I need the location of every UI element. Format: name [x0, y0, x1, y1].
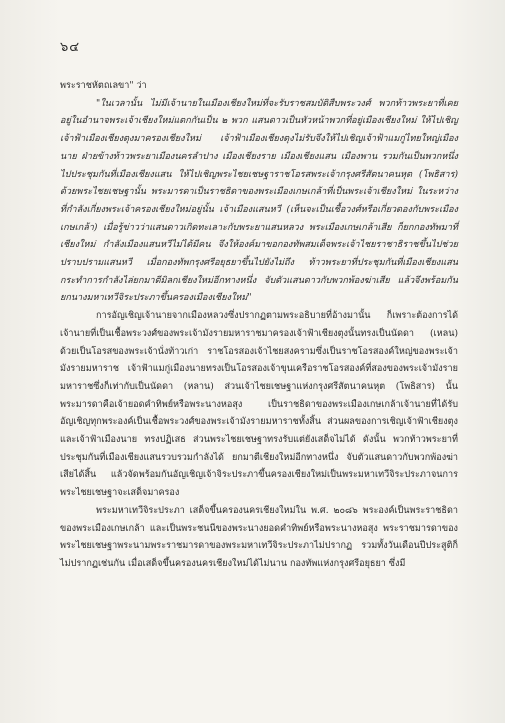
quote-intro: พระราชหัตถเลขา" ว่า	[60, 81, 147, 91]
page-number: ๖๔	[60, 40, 81, 55]
paragraph-2: พระมหาเทวีจิระประภา เสด็จขึ้นครองนครเชียงใหม่ใน พ.ศ. ๒๐๘๖ พระองค์เป็นพระราชธิดาของพระเมืองเกษเกล้า และเป็นพระชนนีของพระนางยอดคำทิพย์หรือพระนางหอสุง พระราชมารดาของพระไชยเชษฐาพระนามพระราชมารดาของพระมหาเทวีจิระประภาไม่ปรากฏ รวมทั้งวันเดือนปีประสูติก็ไม่ปรากฏเช่นกัน เมื่อเสด็จขึ้นครองนครเชียงใหม่ได้ไม่นาน กองทัพแห่งกรุงศรีอยุธยา ซึ่งมี	[60, 505, 458, 569]
body-text	[60, 78, 458, 574]
quoted-passage: "ในเวลานั้น ไม่มีเจ้านายในเมืองเชียงใหม่ที่จะรับราชสมบัติสืบพระวงศ์ พวกท้าวพระยาที่เคยอยู่ในอำนาจพระเจ้าเชียงใหม่แตกกันเป็น ๒ พวก แสนดาวเป็นหัวหน้าพวกที่อยู่เมืองเชียงใหม่ ให้ไปเชิญเจ้าฟ้าเมืองเชียงตุงมาครองเชียงใหม่ เจ้าฟ้าเมืองเชียงตุงไม่รับจึงให้ไปเชิญเจ้าฟ้าแมกู่ไทยใหญ่เมืองนาย ฝ่ายข้างท้าวพระยาเมืองนครลำปาง เมืองเชียงราย เมืองเชียงแสน เมืองพาน รวมกันเป็นพวกหนึ่งไปประชุมกันที่เมืองเชียงแสน ให้ไปเชิญพระไชยเชษฐาราชโอรสพระเจ้ากรุงศรีสัตนาคนหุต (โพธิสาร) ด้วยพระไชยเชษฐานั้น พระมารดาเป็นราชธิดาของพระเมืองเกษเกล้าที่เป็นพระเจ้าเชียงใหม่ ในระหว่างที่กำลังเกี่ยงพระเจ้าครองเชียงใหม่อยู่นั้น เจ้าเมืองแสนหวี (เห็นจะเป็นเชื้อวงศ์หรือเกี่ยวดองกับพระเมืองเกษเกล้า) เมื่อรู้ข่าวว่าแสนดาวเกิดทะเลาะกับพระยาแสนหลวง พระเมืองเกษเกล้าเสีย ก็ยกกองทัพมาที่เชียงใหม่ กำลังเมืองแสนหวีไม่ได้มีคน จึงให้องค์มาขอกองทัพสมเด็จพระเจ้าไชยราชาธิราชขึ้นไปช่วยปราบปรามแสนหวี เมื่อกองทัพกรุงศรีอยุธยาขึ้นไปยังไม่ถึง ท้าวพระยาที่ประชุมกันที่เมืองเชียงแสนกระทำการกำลังไล่ยกมาตีมิลกเชียงใหม่อีกทางหนึ่ง จับตัวแสนดาวกับพวกพ้องฆ่าเสีย แล้วจึงพร้อมกันยกนางมหาเทวีจิระประภาขึ้นครองเมืองเชียงใหม่"	[60, 98, 458, 304]
paragraph-1: การอัญเชิญเจ้านายจากเมืองหลวงซึ่งปรากฏตามพระอธิบายที่อ้างมานั้น ก็เพราะต้องการได้เจ้านายที่เป็นเชื้อพระวงศ์ของพระเจ้ามังรายมหาราชมาครองเจ้าฟ้าเชียงตุงนั้นทรงเป็นนัดดา (เหลน) ด้วยเป็นโอรสของพระเจ้านั่งท้าวเก่า ราชโอรสองเจ้าไชยสงครามซึ่งเป็นราชโอรสองค์ใหญ่ของพระเจ้ามังรายมหาราช เจ้าฟ้าแมกู่เมืองนายทรงเป็นโอรสองเจ้าขุนเครือราชโอรสองค์ที่สองของพระเจ้ามังรายมหาราชซึ่งก็เท่ากับเป็นนัดดา (หลาน) ส่วนเจ้าไชยเชษฐาแห่งกรุงศรีสัตนาคนหุต (โพธิสาร) นั้นพระมารดาคือเจ้ายอดคำทิพย์หรือพระนางหอสุง เป็นราชธิดาของพระเมืองเกษเกล้าเจ้านายที่ได้รับอัญเชิญทุกพระองค์เป็นเชื้อพระวงศ์ของพระเจ้ามังรายมหาราชทั้งสิ้น ส่วนผลของการเชิญเจ้าฟ้าเชียงตุงและเจ้าฟ้าเมืองนาย ทรงปฏิเสธ ส่วนพระไชยเชษฐาทรงรับแต่ยังเสด็จไม่ได้ ดังนั้น พวกท้าวพระยาที่ประชุมกันที่เมืองเชียงแสนรวบรวมกำลังได้ ยกมาตีเชียงใหม่อีกทางหนึ่ง จับตัวแสนดาวกับพวกพ้องฆ่าเสียได้สิ้น แล้วจัดพร้อมกันอัญเชิญเจ้าจิระประภาขึ้นครองเชียงใหม่เป็นพระมหาเทวีจิระประภาจนการพระไชยเชษฐาจะเสด็จมาครอง	[60, 311, 458, 499]
